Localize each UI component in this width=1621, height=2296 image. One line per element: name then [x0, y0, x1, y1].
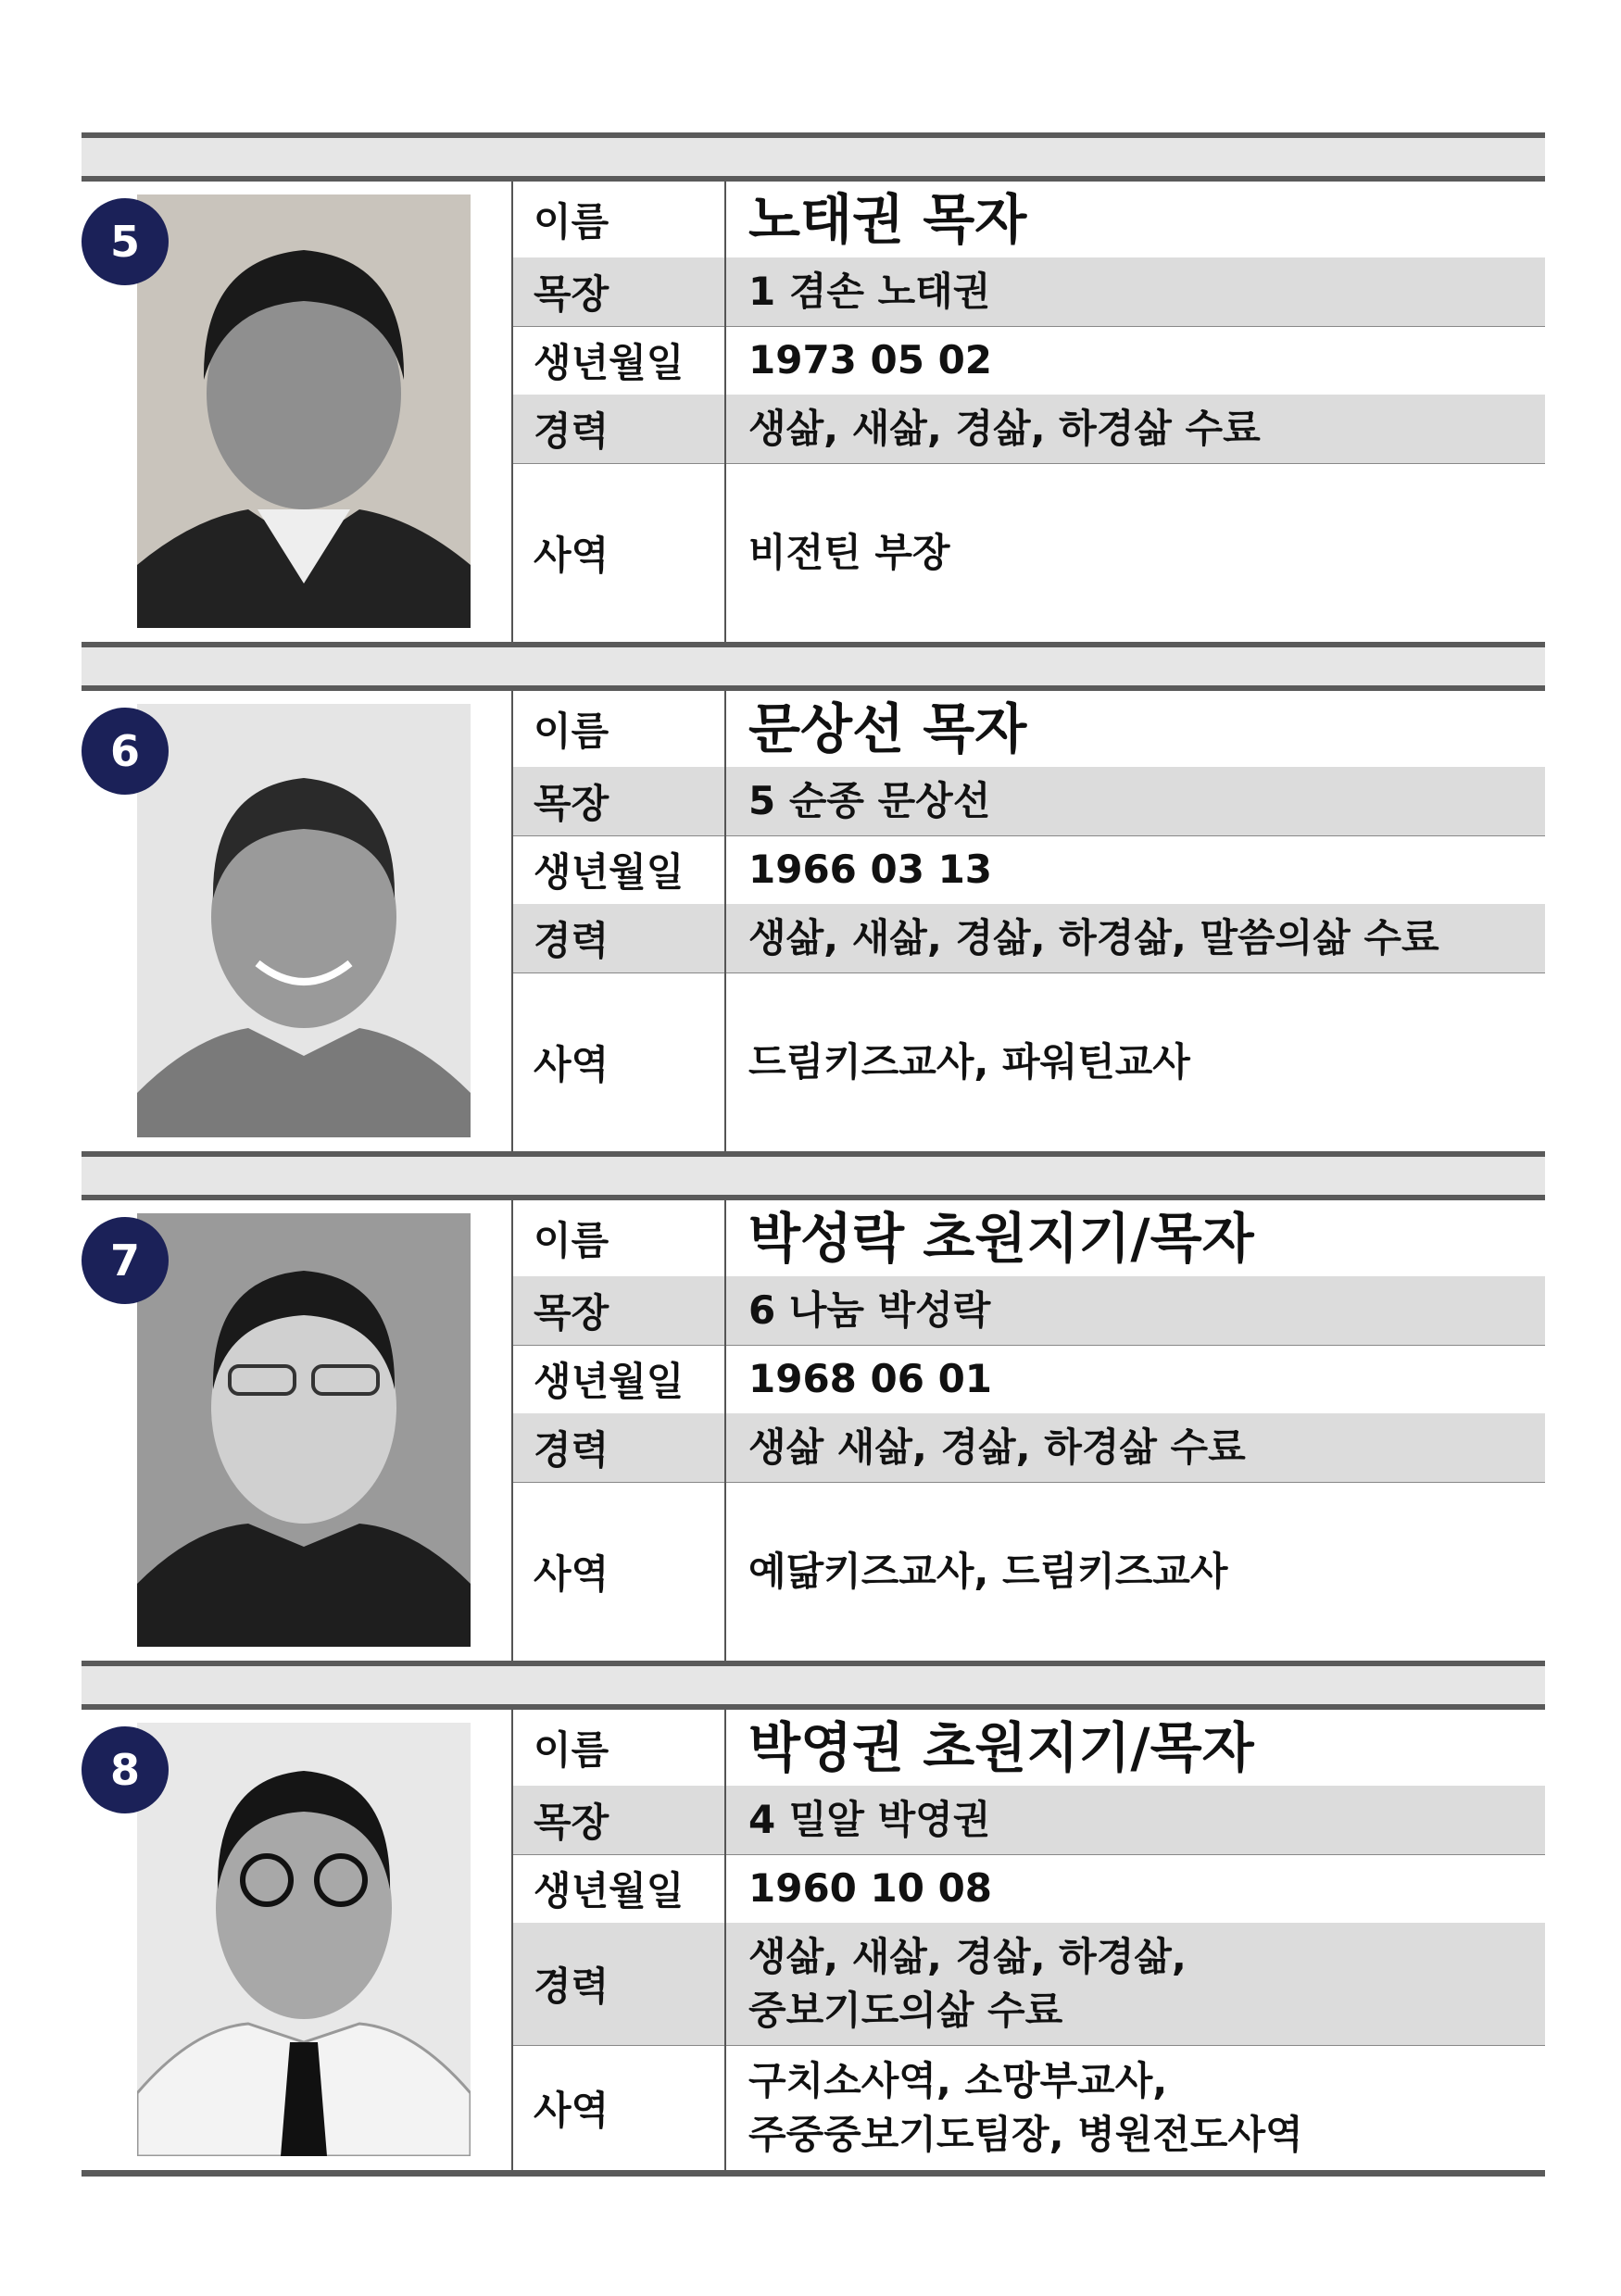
career-value [726, 904, 1545, 972]
career-value [726, 1923, 1545, 2045]
birth-row [513, 835, 1545, 905]
profile-number-badge: 7 [82, 1217, 169, 1304]
ministry-value [726, 1482, 1545, 1661]
person-portrait-icon [137, 1723, 471, 2156]
pasture-row [513, 257, 1545, 327]
career-line: 생삶, 새삶, 경삶, 하경삶, [748, 1934, 1187, 1979]
profile-info-table [511, 182, 1545, 642]
ministry-value [726, 972, 1545, 1151]
profile-info-table [511, 1200, 1545, 1661]
career-line: 중보기도의삶 수료 [748, 1988, 1063, 2033]
birth-row [513, 1854, 1545, 1924]
pasture-value: 4 밀알 박영권 [748, 1797, 991, 1842]
birth-value: 1968 06 01 [748, 1356, 993, 1401]
ministry-line: 예닮키즈교사, 드림키즈교사 [748, 1548, 1228, 1594]
birth-label: 생년월일 [513, 326, 726, 395]
ministry-line: 주중중보기도팀장, 병원전도사역 [748, 2111, 1303, 2157]
birth-value: 1973 05 02 [748, 337, 993, 383]
ministry-label: 사역 [513, 972, 726, 1151]
section-divider [82, 642, 1545, 691]
ministry-label: 사역 [513, 463, 726, 642]
profile-photo [137, 704, 471, 1137]
birth-row [513, 1345, 1545, 1414]
career-row [513, 904, 1545, 973]
career-label: 경력 [513, 1413, 726, 1482]
ministry-row [513, 1482, 1545, 1661]
pasture-value: 5 순종 문상선 [748, 778, 991, 823]
profile-page [82, 132, 1545, 2177]
career-row [513, 1413, 1545, 1483]
career-label: 경력 [513, 395, 726, 463]
profile-card [82, 691, 1545, 1151]
birth-label: 생년월일 [513, 1345, 726, 1413]
profile-card [82, 182, 1545, 642]
pasture-row [513, 1276, 1545, 1346]
career-row [513, 1923, 1545, 2046]
name-row [513, 1710, 1545, 1787]
pasture-label: 목장 [513, 1276, 726, 1345]
ministry-value [726, 463, 1545, 642]
name-label: 이름 [513, 691, 726, 767]
career-value [726, 1413, 1545, 1482]
bottom-rule [82, 2170, 1545, 2177]
pasture-value: 6 나눔 박성락 [748, 1287, 991, 1333]
name-value: 박성락 초원지기/목자 [748, 1207, 1254, 1270]
name-value: 노태권 목자 [748, 188, 1027, 251]
person-portrait-icon [137, 704, 471, 1137]
pasture-label: 목장 [513, 257, 726, 326]
pasture-row [513, 1786, 1545, 1855]
name-row [513, 691, 1545, 768]
profile-number-badge: 6 [82, 708, 169, 795]
birth-value: 1966 03 13 [748, 847, 993, 892]
profile-number-badge: 5 [82, 198, 169, 285]
birth-value: 1960 10 08 [748, 1865, 993, 1911]
profile-photo [137, 194, 471, 628]
career-row [513, 395, 1545, 464]
ministry-row [513, 972, 1545, 1151]
career-label: 경력 [513, 1923, 726, 2045]
name-label: 이름 [513, 1710, 726, 1786]
name-row [513, 1200, 1545, 1277]
profile-photo [137, 1213, 471, 1647]
pasture-row [513, 767, 1545, 836]
name-row [513, 182, 1545, 258]
section-divider [82, 1151, 1545, 1200]
birth-label: 생년월일 [513, 835, 726, 904]
ministry-row [513, 2045, 1545, 2170]
ministry-label: 사역 [513, 1482, 726, 1661]
career-line: 생삶, 새삶, 경삶, 하경삶 수료 [748, 406, 1261, 451]
career-line: 생삶 새삶, 경삶, 하경삶 수료 [748, 1424, 1246, 1470]
pasture-label: 목장 [513, 1786, 726, 1854]
ministry-line: 비전틴 부장 [748, 529, 950, 575]
name-label: 이름 [513, 1200, 726, 1276]
ministry-line: 구치소사역, 소망부교사, [748, 2057, 1168, 2103]
profile-info-table [511, 1710, 1545, 2170]
profile-card [82, 1710, 1545, 2170]
pasture-value: 1 겸손 노태권 [748, 269, 991, 314]
profile-number-badge: 8 [82, 1726, 169, 1813]
pasture-label: 목장 [513, 767, 726, 835]
person-portrait-icon [137, 1213, 471, 1647]
career-line: 생삶, 새삶, 경삶, 하경삶, 말씀의삶 수료 [748, 915, 1439, 960]
profile-info-table [511, 691, 1545, 1151]
profile-card [82, 1200, 1545, 1661]
career-label: 경력 [513, 904, 726, 972]
name-value: 문상선 목자 [748, 697, 1027, 760]
person-portrait-icon [137, 194, 471, 628]
birth-row [513, 326, 1545, 395]
ministry-line: 드림키즈교사, 파워틴교사 [748, 1038, 1190, 1085]
ministry-row [513, 463, 1545, 642]
section-divider [82, 1661, 1545, 1710]
career-value [726, 395, 1545, 463]
name-value: 박영권 초원지기/목자 [748, 1716, 1254, 1779]
ministry-value [726, 2045, 1545, 2170]
section-divider [82, 132, 1545, 182]
name-label: 이름 [513, 182, 726, 257]
ministry-label: 사역 [513, 2045, 726, 2170]
birth-label: 생년월일 [513, 1854, 726, 1923]
profile-photo [137, 1723, 471, 2156]
